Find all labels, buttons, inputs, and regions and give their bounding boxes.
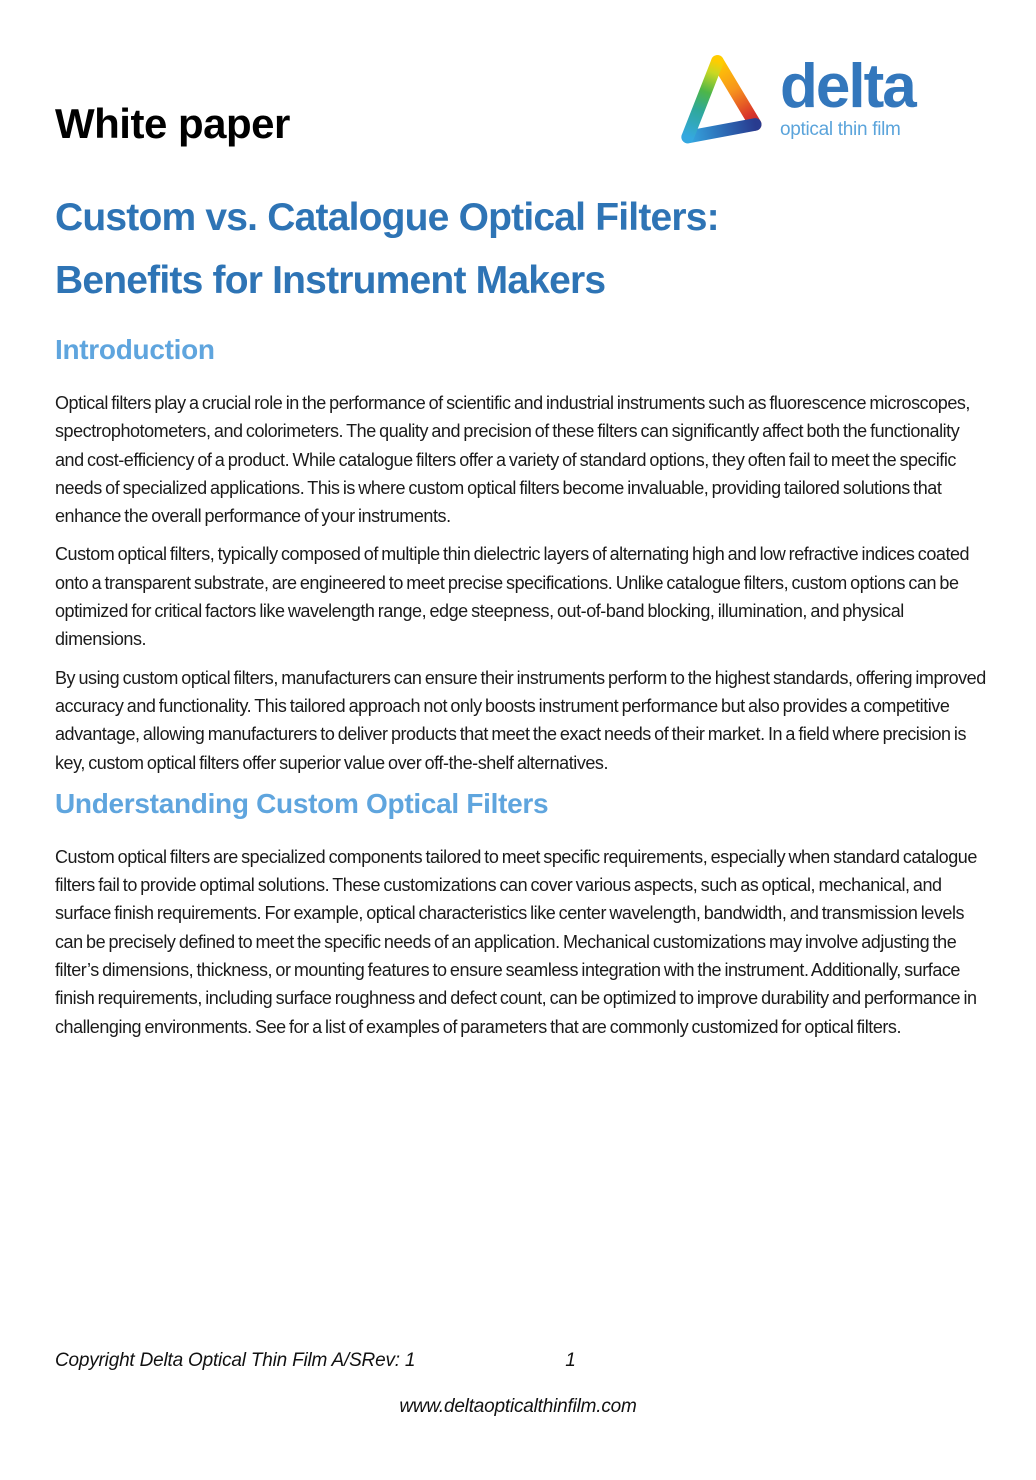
document-body: [55, 333, 989, 1051]
section-understanding-custom-optical-filters: [55, 787, 989, 1041]
brand-name: delta: [780, 52, 915, 121]
delta-logo: [676, 52, 915, 150]
copyright-text: Copyright Delta Optical Thin Film A/SRev: 1: [55, 1350, 416, 1371]
section-heading: Introduction: [55, 334, 215, 365]
section-introduction: [55, 333, 989, 777]
footer-copyright-line: [55, 1350, 576, 1372]
page-number: 1: [565, 1350, 576, 1371]
document-title-line1: Custom vs. Catalogue Optical Filters:: [55, 196, 719, 239]
body-paragraph: By using custom optical filters, manufacturers can ensure their instruments perform to the highest standards, offering improved accuracy and functionality. This tailored approach not only boosts instrument performance but also provides a competitive advantage, allowing manufacturers to deliver products that meet the exact needs of their market. In a field where precision is key, custom optical filters offer superior value over off-the-shelf alternatives.: [55, 667, 986, 773]
logo-wordmark: [780, 52, 915, 141]
doc-type-label: White paper: [55, 100, 290, 147]
delta-triangle-icon: [676, 52, 766, 150]
document-title: [55, 186, 719, 312]
website-link[interactable]: www.deltaopticalthinfilm.com: [399, 1396, 637, 1417]
body-paragraph: Custom optical filters are specialized components tailored to meet specific requirements, especially when standard catalogue filters fail to provide optimal solutions. These customizations can cover various aspects, such as optical, mechanical, and surface finish requirements. For example, optical characteristics like center wavelength, bandwidth, and transmission levels can be precisely defined to meet the specific needs of an application. Mechanical customizations may involve adjusting the filter’s dimensions, thickness, or mounting features to ensure seamless integration with the instrument. Additionally, surface finish requirements, including surface roughness and defect count, can be optimized to improve durability and performance in challenging environments. See for a list of examples of parameters that are commonly customized for optical filters.: [55, 846, 977, 1037]
section-heading: Understanding Custom Optical Filters: [55, 787, 549, 819]
brand-tagline: optical thin film: [780, 119, 901, 140]
body-paragraph: Optical filters play a crucial role in the performance of scientific and industrial instruments such as fluorescence microscopes, spectrophotometers, and colorimeters. The quality and precision of these filters can significantly affect both the functionality and cost-efficiency of a product. While catalogue filters offer a variety of standard options, they often fail to meet the specific needs of specialized applications. This is where custom optical filters become invaluable, providing tailored solutions that enhance the overall performance of your instruments.: [55, 393, 970, 527]
body-paragraph: Custom optical filters, typically composed of multiple thin dielectric layers of alternating high and low refractive indices coated onto a transparent substrate, are engineered to meet precise specifications. Unlike catalogue filters, custom options can be optimized for critical factors like wavelength range, edge steepness, out-of-band blocking, illumination, and physical dimensions.: [55, 544, 970, 650]
document-title-line2: Benefits for Instrument Makers: [55, 259, 606, 302]
